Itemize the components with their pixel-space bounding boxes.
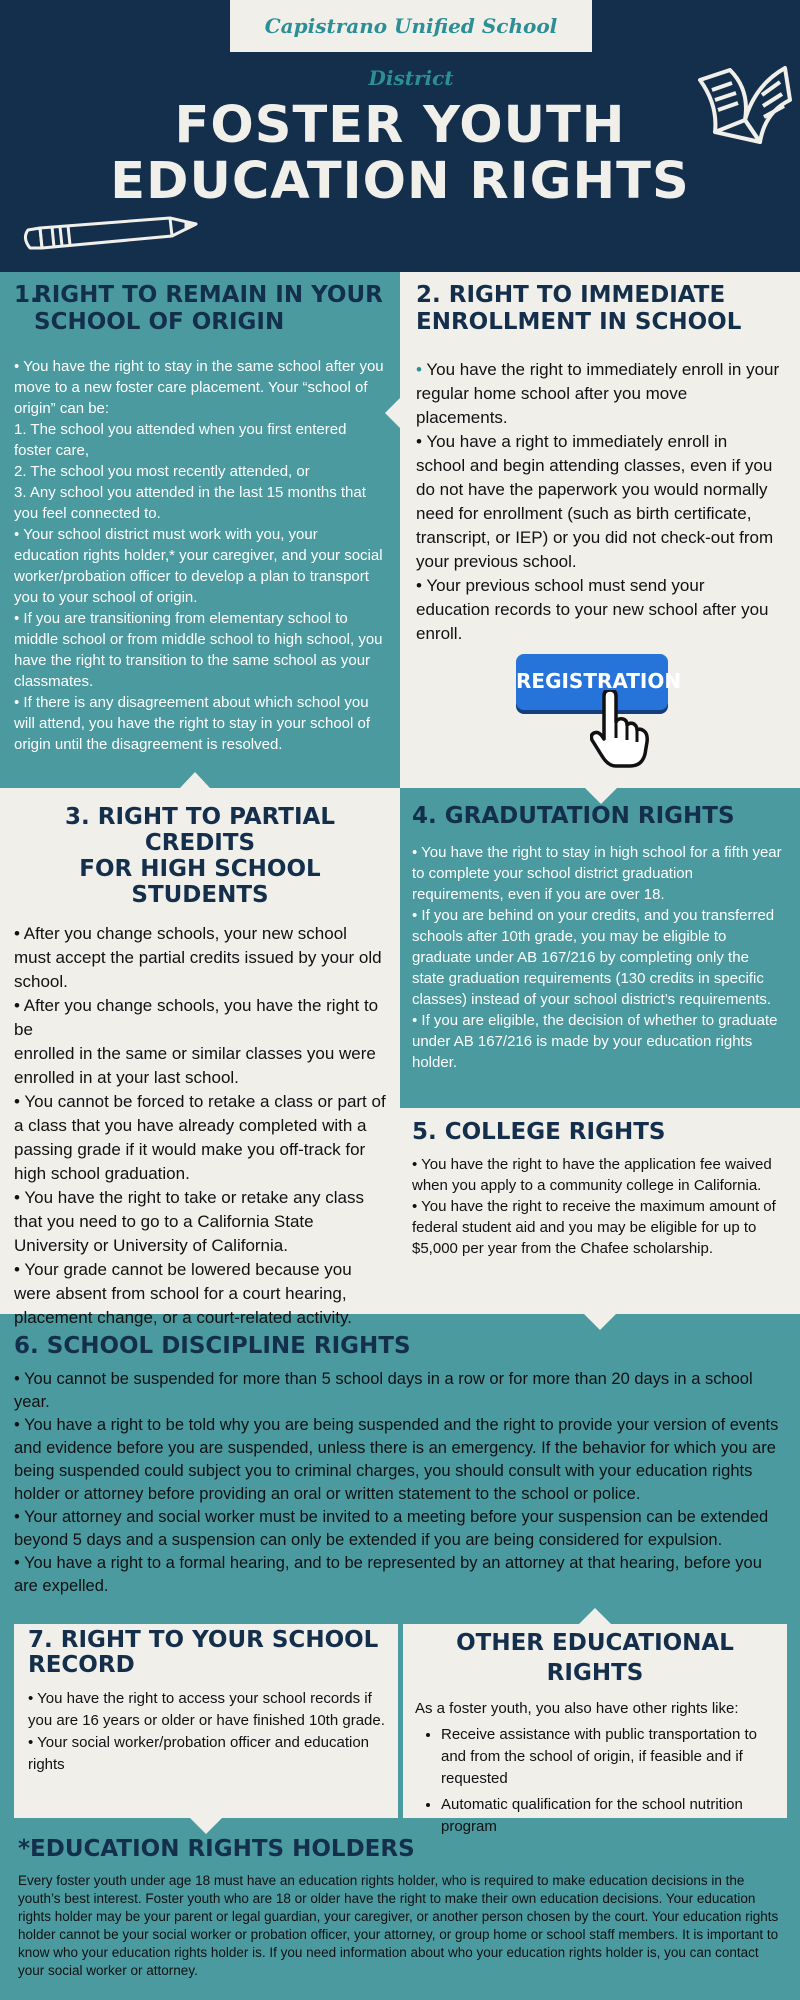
section-3-line: enrolled in the same or similar classes you were enrolled in at your last school. bbox=[14, 1044, 376, 1087]
rights-holders-heading: *EDUCATION RIGHTS HOLDERS bbox=[18, 1836, 415, 1862]
section-school-of-origin bbox=[0, 272, 400, 788]
other-rights-body bbox=[415, 1698, 775, 1838]
section-3-line: • After you change schools, you have the right to be bbox=[14, 996, 379, 1039]
section-3-body bbox=[14, 922, 386, 1330]
page-title bbox=[0, 98, 800, 210]
other-rights-intro: As a foster youth, you also have other rights like: bbox=[415, 1700, 739, 1717]
section-partial-credits bbox=[0, 788, 400, 1327]
section-2-title-line-1: 2. RIGHT TO IMMEDIATE bbox=[416, 282, 726, 308]
section-3-line: • You have the right to take or retake any class that you need to go to a California State University or University of California. bbox=[14, 1188, 364, 1255]
other-rights-list bbox=[415, 1724, 775, 1838]
section-1-body bbox=[14, 356, 386, 755]
pointing-hand-icon bbox=[590, 690, 650, 768]
other-rights-pointer bbox=[579, 1608, 611, 1624]
section-2-body bbox=[416, 358, 780, 646]
section-2-pointer bbox=[385, 398, 400, 428]
section-7-title-line-1: 7. RIGHT TO YOUR SCHOOL bbox=[28, 1627, 379, 1653]
list-item: • Automatic qualification for the school nutrition program bbox=[441, 1794, 775, 1838]
section-3-line: • After you change schools, your new school must accept the partial credits issued by your old school. bbox=[14, 924, 382, 991]
section-7-heading bbox=[28, 1628, 388, 1678]
section-6-line: • You have a right to a formal hearing, and to be represented by an attorney at that hearing, before you are expelled. bbox=[14, 1554, 762, 1595]
section-2-title-line-2: ENROLLMENT IN SCHOOL bbox=[416, 309, 742, 335]
section-1-number: 1. bbox=[14, 282, 39, 308]
section-1-line: 1. The school you attended when you first entered foster care, bbox=[14, 421, 347, 459]
section-school-record bbox=[14, 1624, 398, 1818]
header-banner bbox=[0, 0, 800, 272]
section-college-rights bbox=[400, 1108, 800, 1314]
section-5-line: • You have the right to receive the maximum amount of federal student aid and you may be eligible for up to $5,000 per year from the Chafee scholarship. bbox=[412, 1198, 776, 1257]
section-6-line: • You have a right to be told why you are being suspended and the right to provide your version of events and evidence before you are suspended, unless there is an emergency. If the behavior for which you are being suspended could subject you to criminal charges, you should consult with your education rights holder or attorney before providing an oral or written statement to the school or police. bbox=[14, 1416, 779, 1503]
section-school-discipline bbox=[0, 1314, 800, 1614]
section-6-line: • Your attorney and social worker must be invited to a meeting before your suspension can be extended beyond 5 days and a suspension can only be extended if you are being considered for expulsion. bbox=[14, 1508, 769, 1549]
section-2-line: • You have a right to immediately enroll in school and begin attending classes, even if you do not have the paperwork you would normally need for enrollment (such as birth certificate, transcript, or IEP) or you did not check-out from your previous school. bbox=[416, 432, 774, 571]
section-6-line: • You cannot be suspended for more than 5 school days in a row or for more than 20 days in a school year. bbox=[14, 1370, 753, 1411]
section-7-line: • You have the right to access your school records if you are 16 years or older or have finished 10th grade. bbox=[28, 1690, 385, 1729]
page-title-line-2: EDUCATION RIGHTS bbox=[110, 152, 690, 211]
section-2-heading bbox=[416, 282, 780, 336]
section-4-body bbox=[412, 842, 784, 1073]
section-1-line: 2. The school you most recently attended, or bbox=[14, 463, 310, 480]
open-book-icon bbox=[690, 50, 795, 160]
list-item: • Receive assistance with public transportation to and from the school of origin, if feasible and if requested bbox=[441, 1724, 775, 1790]
section-2-line: • Your previous school must send your education records to your new school after you enroll. bbox=[416, 576, 769, 643]
section-1-line: • If there is any disagreement about which school you will attend, you have the right to stay in your school of origin until the disagreement is resolved. bbox=[14, 694, 371, 753]
section-3-heading bbox=[14, 804, 386, 908]
district-name: Capistrano Unified School District bbox=[230, 0, 592, 52]
section-3-title-line-2: FOR HIGH SCHOOL STUDENTS bbox=[79, 856, 321, 908]
section-3-line: • Your grade cannot be lowered because you were absent from school for a court hearing, placement change, or a court-related activity. bbox=[14, 1260, 352, 1327]
section-1-heading bbox=[14, 282, 386, 336]
section-rights-holders bbox=[0, 1830, 800, 2000]
section-1-title-line-1: RIGHT TO REMAIN IN YOUR bbox=[34, 282, 383, 308]
section-6-heading: 6. SCHOOL DISCIPLINE RIGHTS bbox=[14, 1333, 411, 1359]
section-7-body bbox=[28, 1688, 388, 1776]
section-7-title-line-2: RECORD bbox=[28, 1652, 135, 1678]
section-4-line: • You have the right to stay in high school for a fifth year to complete your school district graduation requirements, even if you are over 18. bbox=[412, 844, 782, 903]
registration-button[interactable]: REGISTRATION bbox=[516, 654, 668, 710]
rights-holders-text: Every foster youth under age 18 must have an education rights holder, who is required to make education decisions in the youth’s best interest. Foster youth who are 18 or older have the right to make their own education decisions. Your education rights holder may be your parent or legal guardian, your caregiver, or another person chosen by the court. Your education rights holder cannot be your social worker or probation officer, your attorney, or group home or school staff members. It is important to know who your education rights holder is. If you need information about who your education rights holder is, you can contact your social worker or attorney. bbox=[18, 1873, 779, 1978]
section-1-line: 3. Any school you attended in the last 15 months that you feel connected to. bbox=[14, 484, 366, 522]
section-6-body bbox=[14, 1368, 786, 1598]
section-other-rights bbox=[403, 1624, 787, 1835]
section-graduation-rights bbox=[400, 788, 800, 1108]
section-4-line: • If you are eligible, the decision of whether to graduate under AB 167/216 is made by your education rights holder. bbox=[412, 1012, 778, 1071]
section-5-heading: 5. COLLEGE RIGHTS bbox=[412, 1119, 666, 1145]
section-5-line: • You have the right to have the application fee waived when you apply to a community college in California. bbox=[412, 1156, 772, 1194]
section-7-line: • Your social worker/probation officer and education rights bbox=[28, 1734, 370, 1773]
section-5-body bbox=[412, 1154, 786, 1259]
section-1-title-line-2: SCHOOL OF ORIGIN bbox=[34, 309, 285, 335]
section-3-pointer bbox=[180, 772, 210, 788]
section-1-line: • Your school district must work with you, your education rights holder,* your caregiver, and your social worker/probation officer to develop a plan to transport you to your school of origin. bbox=[14, 526, 383, 606]
other-rights-heading: OTHER EDUCATIONAL RIGHTS bbox=[456, 1630, 734, 1686]
bullet: • bbox=[416, 360, 422, 379]
section-4-pointer bbox=[585, 788, 617, 804]
section-1-line: • If you are transitioning from elementary school to middle school or from middle school to high school, you have the right to transition to the same school as your classmates. bbox=[14, 610, 383, 690]
pencil-icon bbox=[20, 214, 200, 256]
section-2-line: • You have the right to immediately enroll in your regular home school after you move placements. bbox=[416, 360, 780, 427]
page-title-line-1: FOSTER YOUTH bbox=[174, 96, 626, 155]
section-4-line: • If you are behind on your credits, and you transferred schools after 10th grade, you may be eligible to graduate under AB 167/216 by completing only the state graduation requirements (130 credits in specific classes) instead of your school district’s requirements. bbox=[412, 907, 775, 1008]
section-4-heading: 4. GRADUTATION RIGHTS bbox=[412, 803, 735, 829]
section-3-title-line-1: 3. RIGHT TO PARTIAL CREDITS bbox=[64, 804, 335, 856]
section-1-line: • You have the right to stay in the same school after you move to a new foster care placement. Your “school of origin” can be: bbox=[14, 358, 384, 417]
section-3-line: • You cannot be forced to retake a class or part of a class that you have already completed with a passing grade if it would make you off-track for high school graduation. bbox=[14, 1092, 386, 1183]
